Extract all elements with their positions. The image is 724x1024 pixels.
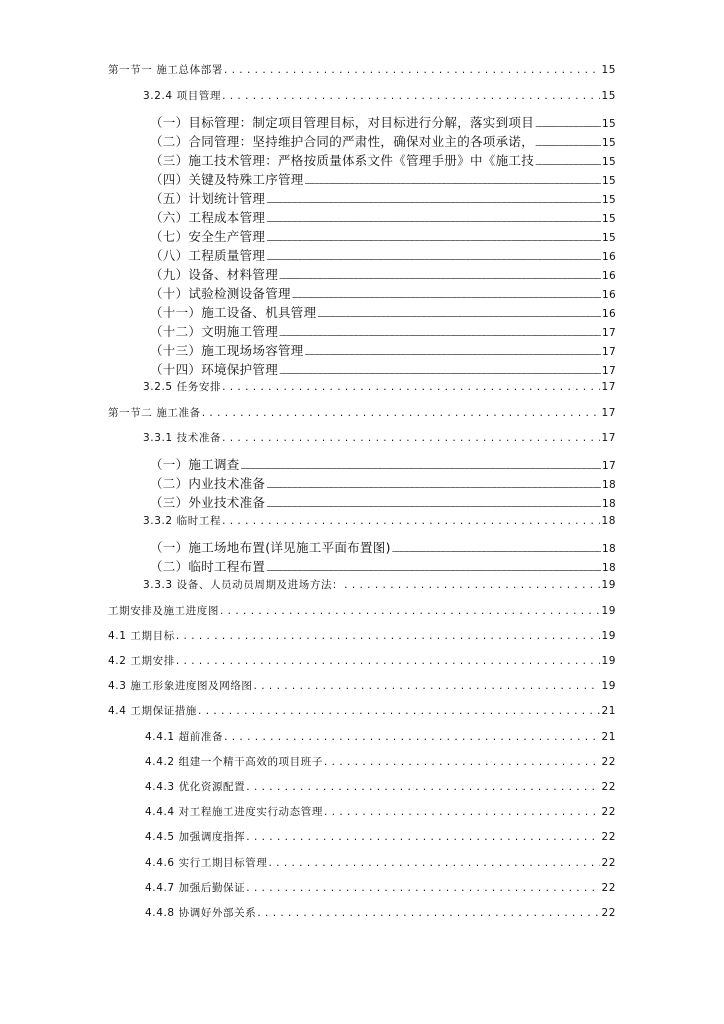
toc-entry (145, 804, 616, 822)
toc-entry (108, 628, 616, 646)
toc-entry (150, 360, 616, 378)
toc-entry-page: 15 (602, 156, 616, 168)
toc-entry-page: 19 (601, 630, 616, 642)
toc-entry (150, 455, 616, 473)
toc-entry-page: 18 (602, 498, 616, 510)
dot-leader (220, 605, 600, 617)
toc-entry-title: 3.3.3 设备、人员动员周期及进场方法： (143, 579, 344, 591)
toc-entry-title: 3.3.1 技术准备 (143, 432, 222, 444)
toc-entry-title: （十）试验检测设备管理 (150, 286, 291, 301)
toc-entry-title: （八）工程质量管理 (150, 248, 266, 263)
dot-leader (257, 907, 600, 919)
toc-entry (108, 405, 616, 423)
toc-entry (108, 62, 616, 80)
toc-entry-page: 22 (601, 756, 616, 768)
dot-leader (317, 311, 601, 319)
toc-entry-title: 4.4.5 加强调度指挥 (145, 831, 246, 843)
toc-entry-title: （十二）文明施工管理 (150, 324, 279, 339)
toc-entry-title: 4.4.1 超前准备 (145, 731, 224, 743)
toc-entry-title: （五）计划统计管理 (150, 191, 266, 206)
dot-leader (279, 368, 601, 376)
toc-entry-page: 19 (601, 680, 616, 692)
toc-entry-page: 22 (601, 806, 616, 818)
dot-leader (324, 806, 600, 818)
toc-entry (143, 513, 616, 531)
dot-leader (222, 432, 600, 444)
toc-entry (150, 189, 616, 207)
toc-entry-page: 21 (601, 731, 616, 743)
toc-entry-page: 15 (601, 64, 616, 76)
toc-entry-title: 4.2 工期安排 (108, 655, 175, 667)
toc-entry-page: 17 (602, 460, 616, 472)
toc-entry (145, 754, 616, 772)
toc-entry-page: 22 (601, 831, 616, 843)
dot-leader (222, 515, 600, 527)
toc-entry (150, 474, 616, 492)
dot-leader (279, 330, 601, 338)
toc-entry-title: 第一节一 施工总体部署 (108, 64, 223, 76)
toc-entry-page: 15 (602, 213, 616, 225)
toc-entry-page: 18 (601, 515, 616, 527)
toc-entry (145, 729, 616, 747)
toc-entry (150, 208, 616, 226)
dot-leader (224, 64, 601, 76)
toc-entry (145, 880, 616, 898)
toc-entry-title: （二）内业技术准备 (150, 476, 266, 491)
dot-leader (176, 630, 601, 642)
toc-entry (108, 703, 616, 721)
toc-entry (108, 678, 616, 696)
toc-entry-page: 16 (602, 251, 616, 263)
toc-entry (145, 905, 616, 923)
toc-entry-title: 4.4.6 实行工期目标管理 (145, 857, 268, 869)
toc-entry (143, 88, 616, 106)
toc-entry (150, 322, 616, 340)
dot-leader (254, 680, 601, 692)
toc-entry-page: 16 (602, 289, 616, 301)
dot-leader (266, 565, 601, 573)
toc-entry (150, 151, 616, 169)
toc-entry (143, 430, 616, 448)
toc-entry-title: （二）临时工程布置 (150, 559, 266, 574)
dot-leader (344, 579, 600, 591)
toc-entry (150, 170, 616, 188)
dot-leader (279, 273, 601, 281)
toc-entry-page: 17 (601, 381, 616, 393)
toc-entry (150, 246, 616, 264)
toc-entry-title: 3.3.2 临时工程 (143, 515, 222, 527)
toc-entry-title: （三）外业技术准备 (150, 495, 266, 510)
dot-leader (246, 831, 600, 843)
toc-entry-page: 16 (602, 308, 616, 320)
toc-entry-page: 17 (602, 346, 616, 358)
toc-entry-page: 17 (602, 365, 616, 377)
toc-entry (150, 132, 616, 150)
toc-entry (150, 538, 616, 556)
toc-entry-page: 17 (601, 407, 616, 419)
dot-leader (305, 178, 601, 186)
toc-entry-page: 22 (601, 882, 616, 894)
toc-entry-title: （二）合同管理：坚持维护合同的严肃性，确保对业主的各项承诺， (150, 134, 535, 149)
toc-entry (143, 577, 616, 595)
dot-leader (535, 159, 601, 167)
dot-leader (324, 756, 600, 768)
toc-entry (150, 113, 616, 131)
dot-leader (176, 655, 601, 667)
toc-entry-title: 4.3 施工形象进度图及网络图 (108, 680, 253, 692)
toc-entry-title: （一）施工场地布置(详见施工平面布置图) (150, 540, 391, 555)
toc-entry (145, 829, 616, 847)
toc-entry-title: （六）工程成本管理 (150, 210, 266, 225)
toc-entry-page: 15 (602, 194, 616, 206)
toc-entry-page: 15 (602, 118, 616, 130)
dot-leader (222, 90, 600, 102)
toc-entry (150, 493, 616, 511)
dot-leader (246, 781, 600, 793)
toc-entry-page: 22 (601, 907, 616, 919)
dot-leader (202, 407, 601, 419)
toc-entry-title: 4.4 工期保证措施 (108, 705, 198, 717)
toc-entry-page: 15 (602, 137, 616, 149)
toc-entry-title: （一）目标管理：制定项目管理目标，对目标进行分解，落实到项目 (150, 115, 535, 130)
dot-leader (535, 121, 601, 129)
toc-entry-title: （十三）施工现场场容管理 (150, 343, 304, 358)
toc-entry (150, 265, 616, 283)
toc-entry-page: 22 (601, 781, 616, 793)
toc-entry-title: （三）施工技术管理：严格按质量体系文件《管理手册》中《施工技 (150, 153, 535, 168)
toc-entry (150, 284, 616, 302)
toc-entry-title: 工期安排及施工进度图 (108, 605, 219, 617)
toc-entry-page: 19 (601, 579, 616, 591)
dot-leader (246, 882, 600, 894)
toc-entry-title: （十一）施工设备、机具管理 (150, 305, 317, 320)
dot-leader (241, 463, 601, 471)
dot-leader (222, 381, 600, 393)
dot-leader (266, 216, 601, 224)
toc-entry (150, 557, 616, 575)
dot-leader (266, 501, 601, 509)
dot-leader (266, 482, 601, 490)
toc-entry-page: 17 (602, 327, 616, 339)
dot-leader (268, 857, 600, 869)
toc-entry-title: 4.4.2 组建一个精干高效的项目班子 (145, 756, 323, 768)
toc-entry-title: （七）安全生产管理 (150, 229, 266, 244)
dot-leader (224, 731, 600, 743)
toc-entry-page: 19 (601, 605, 616, 617)
toc-entry-title: 4.1 工期目标 (108, 630, 175, 642)
toc-entry-page: 15 (601, 90, 616, 102)
toc-entry (108, 653, 616, 671)
toc-entry (150, 303, 616, 321)
toc-entry-title: 4.4.3 优化资源配置 (145, 781, 246, 793)
toc-entry-page: 19 (601, 655, 616, 667)
toc-entry (145, 855, 616, 873)
toc-entry-title: 4.4.7 加强后勤保证 (145, 882, 246, 894)
dot-leader (266, 235, 601, 243)
toc-entry (150, 341, 616, 359)
toc-entry-title: 第一节二 施工准备 (108, 407, 201, 419)
toc-entry-page: 22 (601, 857, 616, 869)
dot-leader (392, 546, 601, 554)
toc-entry (143, 379, 616, 397)
toc-entry-title: 3.2.4 项目管理 (143, 90, 222, 102)
toc-entry-title: （四）关键及特殊工序管理 (150, 172, 304, 187)
toc-entry-page: 18 (602, 562, 616, 574)
dot-leader (266, 197, 601, 205)
toc-entry-title: 4.4.8 协调好外部关系 (145, 907, 257, 919)
toc-entry-page: 18 (602, 543, 616, 555)
toc-entry (150, 227, 616, 245)
toc-entry-page: 17 (601, 432, 616, 444)
toc-entry (145, 779, 616, 797)
dot-leader (198, 705, 600, 717)
dot-leader (305, 349, 601, 357)
toc-entry (108, 603, 616, 621)
toc-entry-title: （一）施工调查 (150, 457, 240, 472)
toc-entry-page: 15 (602, 232, 616, 244)
toc-entry-title: 3.2.5 任务安排 (143, 381, 222, 393)
toc-entry-title: （十四）环境保护管理 (150, 362, 279, 377)
dot-leader (292, 292, 601, 300)
toc-entry-page: 16 (602, 270, 616, 282)
toc-entry-title: （九）设备、材料管理 (150, 267, 279, 282)
dot-leader (535, 140, 601, 148)
toc-entry-page: 18 (602, 479, 616, 491)
dot-leader (266, 254, 601, 262)
toc-entry-page: 15 (602, 175, 616, 187)
toc-entry-page: 21 (601, 705, 616, 717)
toc-entry-title: 4.4.4 对工程施工进度实行动态管理 (145, 806, 323, 818)
